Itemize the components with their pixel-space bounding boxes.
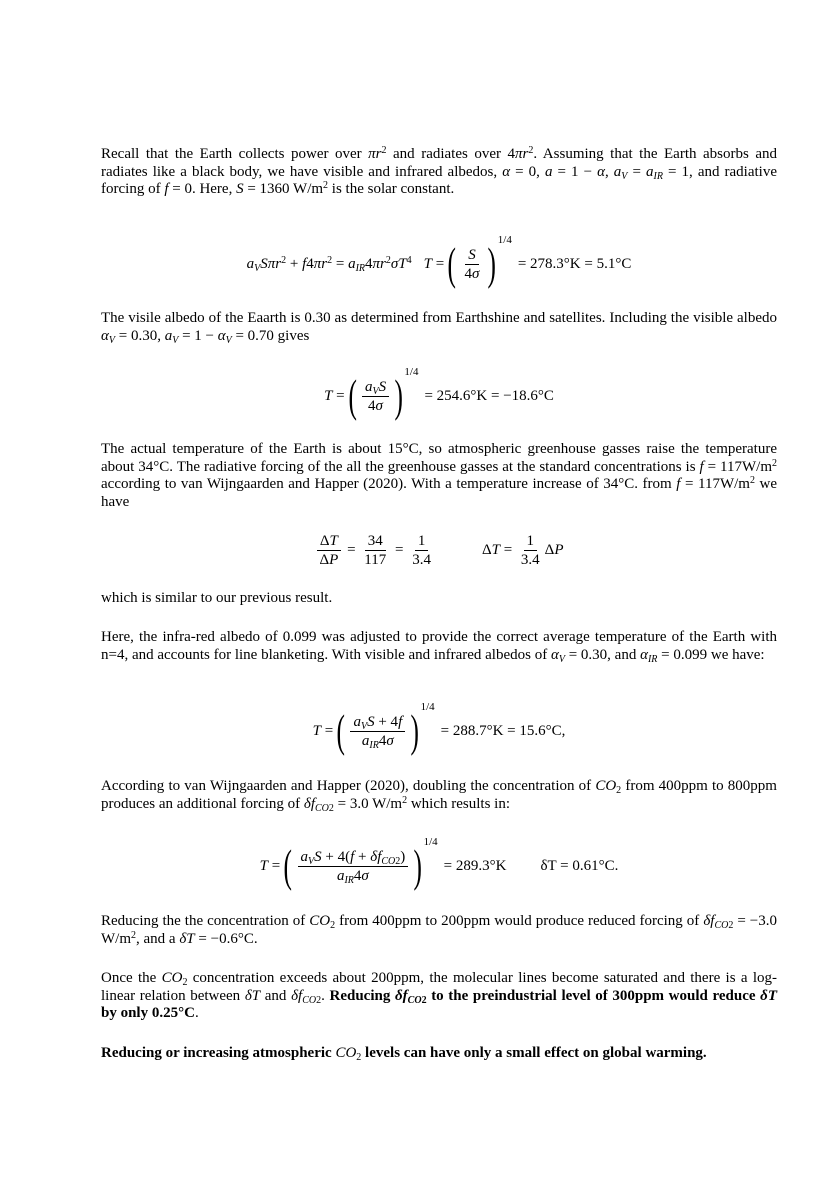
eq5-delta-t: δT = 0.61°C. (540, 857, 619, 874)
equation-3: $\frac{\Delta T}{\Delta P}$ = $\frac{34}{117}$ = $\frac{1}{3.4}$ Δ T = $\frac{1}{3.4}$ Δ P (101, 528, 777, 572)
eq1-result: = 278.3°K = 5.1°C (517, 255, 632, 272)
paragraph-visible-albedo: The visile albedo of the Eaarth is 0.30 as determined from Earthshine and satellites. Including the visible albedo $\alpha_V = 0.30$, $a_V = 1 - \alpha_V = 0.70$ gives (101, 310, 777, 346)
eq3-num1: 34 (365, 533, 386, 551)
paragraph-infrared-albedo: Here, the infra-red albedo of 0.099 was adjusted to provide the correct average temperature of the Earth with n=4, and accounts for line blanketing. With visible and infrared albedos of $\alpha_V = 0.30$, and $\alpha_{IR} = 0.099$ we have: (101, 629, 777, 665)
paragraph-similar: which is similar to our previous result. (101, 590, 333, 606)
eq3-den2: 3.4 (412, 551, 431, 568)
paragraph-reducing: Reducing the the concentration of $CO_2$ from 400ppm to 200ppm would produce reduced forcing of $\delta f_{CO2} = -3.0$ $W/m^2$, and a δT = −0.6°C. (101, 913, 778, 947)
eq2-result: = 254.6°K = −18.6°C (424, 387, 554, 404)
eq3-num2: 1 (415, 533, 429, 551)
eq3-den1: 117 (364, 551, 387, 568)
equation-1: $a_VS\pi r^2 + f4\pi r^2 = a_{IR}4\pi r^2\sigma T^4$ T = ( $\frac{S}{4\sigma}$ ) 1/4 = 278.3°K = 5.1°C (246, 234, 632, 289)
equation-2: T = ( $\frac{a_VS}{4\sigma}$ ) 1/4 = 254.6°K = −18.6°C (324, 366, 554, 421)
paragraph-doubling: According to van Wijngaarden and Happer (2020), doubling the concentration of $CO_2$ from 400ppm to 800ppm produces an additional forcing of $\delta f_{CO2} = 3.0$ $W/m^2$ which results in: (101, 778, 777, 814)
eq5-result: = 289.3°K (443, 857, 507, 874)
equation-5: T = ( $\frac{a_VS + 4(f + \delta f_{CO2})}{a_{IR}4\sigma}$ ) 1/4 = 289.3°K δT = 0.61°C. (259, 836, 619, 891)
paragraph-intro: Recall that the Earth collects power over $\pi r^2$ and radiates over $4\pi r^2$. Assuming that the Earth absorbs and radiates like a black body, we have visible and infrared albedos, α = 0, a = 1 − α, $a_V = a_{IR} = 1$, and radiative forcing of f = 0. Here, S = 1360 $W/m^2$ is the solar constant. (101, 145, 778, 198)
paragraph-conclusion: Reducing or increasing atmospheric $CO_2$ levels can have only a small effect on global warming. (101, 1045, 707, 1063)
equation-4: T = ( $\frac{a_VS + 4f}{a_{IR}4\sigma}$ ) 1/4 = 288.7°K = 15.6°C, (312, 701, 566, 756)
paragraph-saturation: Once the $CO_2$ concentration exceeds about 200ppm, the molecular lines become saturated and there is a log-linear relation between δT and $\delta f_{CO2}$. Reducing $\delta f_{CO2}$ to the preindustrial level of 300ppm would reduce δT by only 0.25°C. (101, 970, 778, 1022)
paragraph-greenhouse: The actual temperature of the Earth is about 15°C, so atmospheric greenhouse gasses raise the temperature about 34°C. The radiative forcing of the all the greenhouse gasses at the standard concentrations is $f = 117W/m^2$ according to van Wijngaarden and Happer (2020). With a temperature increase of 34°C. from $f = 117W/m^2$ we have (101, 441, 777, 510)
eq4-result: = 288.7°K = 15.6°C, (440, 722, 566, 739)
